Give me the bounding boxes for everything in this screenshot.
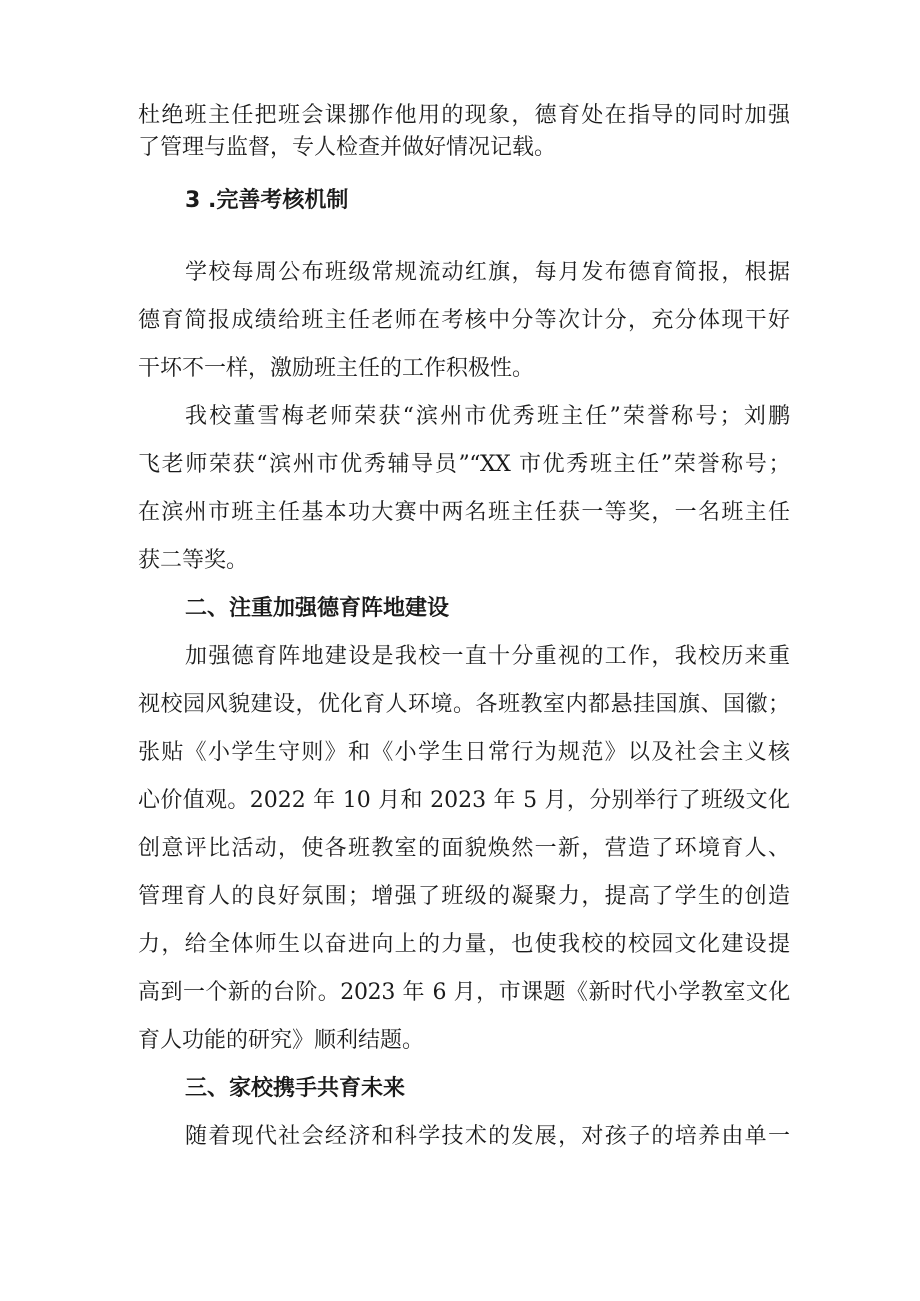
- line-text: 了管理与监督，专人检查并做好情况记载。: [138, 135, 557, 160]
- section-heading: [0, 594, 920, 624]
- paragraph-line: [0, 642, 920, 672]
- paragraph-line: [0, 354, 920, 384]
- paragraph-line: [0, 978, 920, 1008]
- line-text: 加强德育阵地建设是我校一直十分重视的工作，我校历来重: [185, 644, 790, 669]
- line-text: 杜绝班主任把班会课挪作他用的现象，德育处在指导的同时加强: [138, 103, 790, 128]
- paragraph-line: [0, 1122, 920, 1152]
- line-text: 飞老师荣获“滨州市优秀辅导员”“XX 市优秀班主任”荣誉称号；: [138, 452, 790, 477]
- paragraph-line: [0, 1026, 920, 1056]
- line-text: 力，给全体师生以奋进向上的力量，也使我校的校园文化建设提: [138, 932, 790, 957]
- line-text: 德育简报成绩给班主任老师在考核中分等次计分，充分体现干好: [138, 308, 790, 333]
- paragraph-line: [0, 786, 920, 816]
- paragraph-line: [0, 450, 920, 480]
- paragraph-line: [0, 546, 920, 576]
- paragraph-line: [0, 930, 920, 960]
- line-text: 获二等奖。: [138, 548, 249, 573]
- paragraph-line: [0, 402, 920, 432]
- line-text: 高到一个新的台阶。2023 年 6 月，市课题《新时代小学教室文化: [138, 980, 790, 1005]
- line-text: 我校董雪梅老师荣获“滨州市优秀班主任”荣誉称号；刘鹏: [185, 404, 790, 429]
- subsection-heading: [0, 186, 920, 216]
- paragraph-line: [0, 133, 920, 163]
- heading-text: 二、注重加强德育阵地建设: [185, 596, 450, 621]
- paragraph-line: [0, 258, 920, 288]
- heading-text: 三、家校携手共育未来: [185, 1076, 406, 1101]
- line-text: 在滨州市班主任基本功大赛中两名班主任获一等奖，一名班主任: [138, 500, 790, 525]
- line-text: 管理育人的良好氛围；增强了班级的凝聚力，提高了学生的创造: [138, 884, 790, 909]
- section-heading: [0, 1074, 920, 1104]
- line-text: 育人功能的研究》顺利结题。: [138, 1028, 425, 1053]
- paragraph-line: [0, 690, 920, 720]
- paragraph-line: [0, 834, 920, 864]
- line-text: 随着现代社会经济和科学技术的发展，对孩子的培养由单一: [185, 1124, 790, 1149]
- line-text: 视校园风貌建设，优化育人环境。各班教室内都悬挂国旗、国徽；: [138, 692, 790, 717]
- paragraph-line: [0, 101, 920, 131]
- paragraph-line: [0, 498, 920, 528]
- line-text: 学校每周公布班级常规流动红旗，每月发布德育简报，根据: [185, 260, 790, 285]
- line-text: 干坏不一样，激励班主任的工作积极性。: [138, 356, 535, 381]
- paragraph-line: [0, 882, 920, 912]
- heading-text: 3 .完善考核机制: [185, 188, 349, 213]
- paragraph-line: [0, 306, 920, 336]
- paragraph-line: [0, 738, 920, 768]
- line-text: 心价值观。2022 年 10 月和 2023 年 5 月，分别举行了班级文化: [138, 788, 790, 813]
- line-text: 创意评比活动，使各班教室的面貌焕然一新，营造了环境育人、: [138, 836, 790, 861]
- line-text: 张贴《小学生守则》和《小学生日常行为规范》以及社会主义核: [138, 740, 790, 765]
